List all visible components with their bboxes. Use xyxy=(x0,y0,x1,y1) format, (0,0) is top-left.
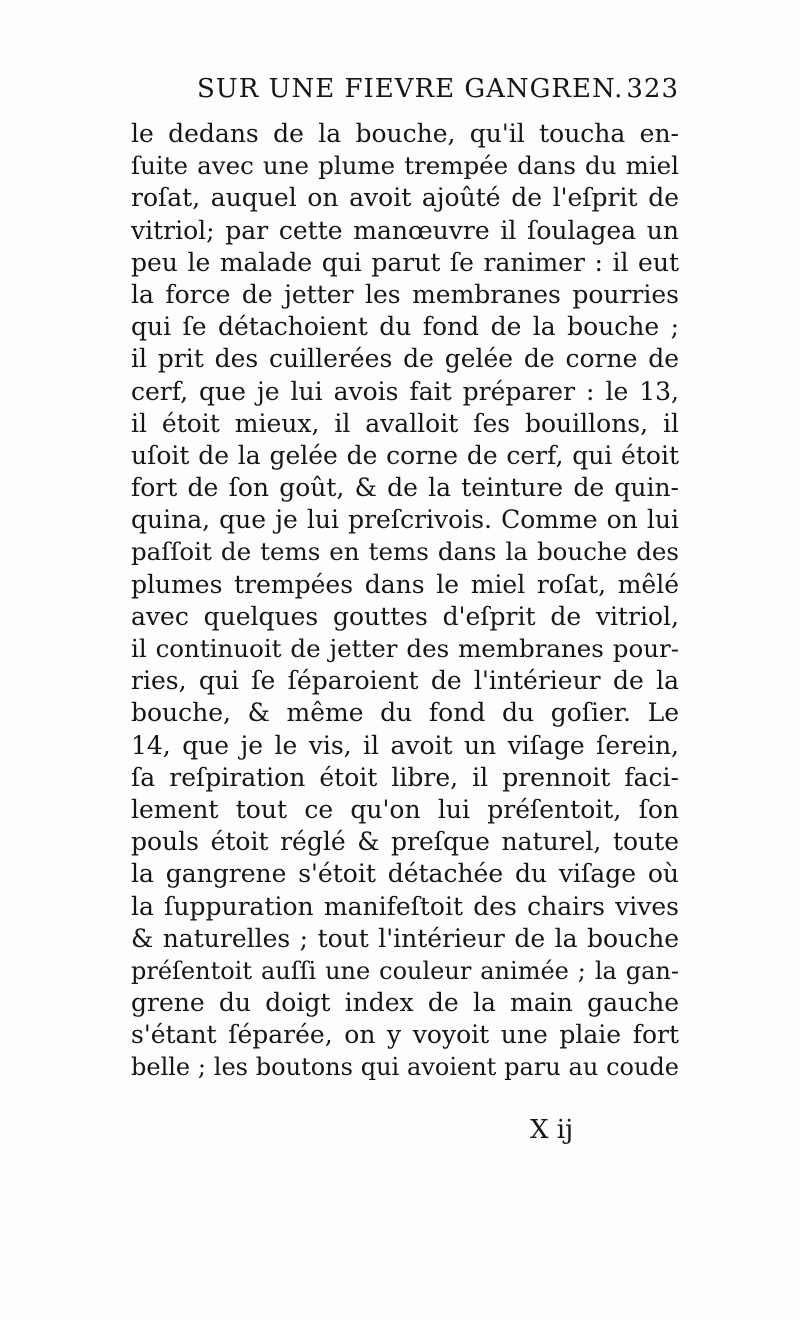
text-line: uſoit de la gelée de corne de cerf, qui étoit xyxy=(131,440,679,470)
text-line: quina, que je lui preſcrivois. Comme on lui xyxy=(131,505,679,535)
text-line: peu le malade qui parut ſe ranimer : il eut xyxy=(131,247,679,277)
text-line: préſentoit auſſi une couleur animée ; la gan- xyxy=(131,956,679,985)
body-text xyxy=(131,118,679,1084)
text-line: ries, qui ſe ſéparoient de l'intérieur de la xyxy=(131,666,679,696)
page-number: 323 xyxy=(626,74,679,104)
text-line: lement tout ce qu'on lui préſentoit, ſon xyxy=(131,794,679,824)
text-line: il continuoit de jetter des membranes pour- xyxy=(131,634,679,663)
running-head-title: SUR UNE FIEVRE GANGREN. xyxy=(197,74,624,104)
text-line: la force de jetter les membranes pourries xyxy=(131,279,679,309)
text-line: qui ſe détachoient du fond de la bouche ; xyxy=(131,312,679,342)
text-line: la ſuppuration manifeſtoit des chairs vives xyxy=(131,891,679,921)
text-line: pouls étoit réglé & preſque naturel, toute xyxy=(131,827,679,857)
text-line: ſa reſpiration étoit libre, il prennoit faci- xyxy=(131,762,679,792)
text-line: il prit des cuillerées de gelée de corne de xyxy=(131,344,679,374)
page-text-block xyxy=(131,74,679,1084)
text-line: belle ; les boutons qui avoient paru au coude xyxy=(131,1053,679,1082)
text-line: s'étant ſéparée, on y voyoit une plaie fort xyxy=(131,1020,679,1050)
text-line: paſſoit de tems en tems dans la bouche des xyxy=(131,537,679,567)
text-line: & naturelles ; tout l'intérieur de la bouche xyxy=(131,923,679,953)
text-line: vitriol; par cette manœuvre il ſoulagea un xyxy=(131,215,679,245)
running-head xyxy=(131,74,679,118)
text-line: il étoit mieux, il avalloit ſes bouillons, il xyxy=(131,408,679,438)
text-line: bouche, & même du fond du goſier. Le xyxy=(131,698,679,728)
text-line: fort de ſon goût, & de la teinture de quin- xyxy=(131,473,679,503)
signature-mark: X ij xyxy=(530,1115,574,1145)
text-line: roſat, auquel on avoit ajoûté de l'eſprit de xyxy=(131,183,679,213)
text-line: plumes trempées dans le miel roſat, mêlé xyxy=(131,569,679,599)
text-line: cerf, que je lui avois fait préparer : le 13, xyxy=(131,376,679,406)
text-line: le dedans de la bouche, qu'il toucha en- xyxy=(131,119,679,148)
text-line: grene du doigt index de la main gauche xyxy=(131,988,679,1018)
text-line: avec quelques gouttes d'eſprit de vitriol, xyxy=(131,601,679,631)
text-line: 14, que je le vis, il avoit un viſage ſerein, xyxy=(131,730,679,760)
text-line: la gangrene s'étoit détachée du viſage où xyxy=(131,859,679,889)
text-line: ſuite avec une plume trempée dans du miel xyxy=(131,151,679,181)
